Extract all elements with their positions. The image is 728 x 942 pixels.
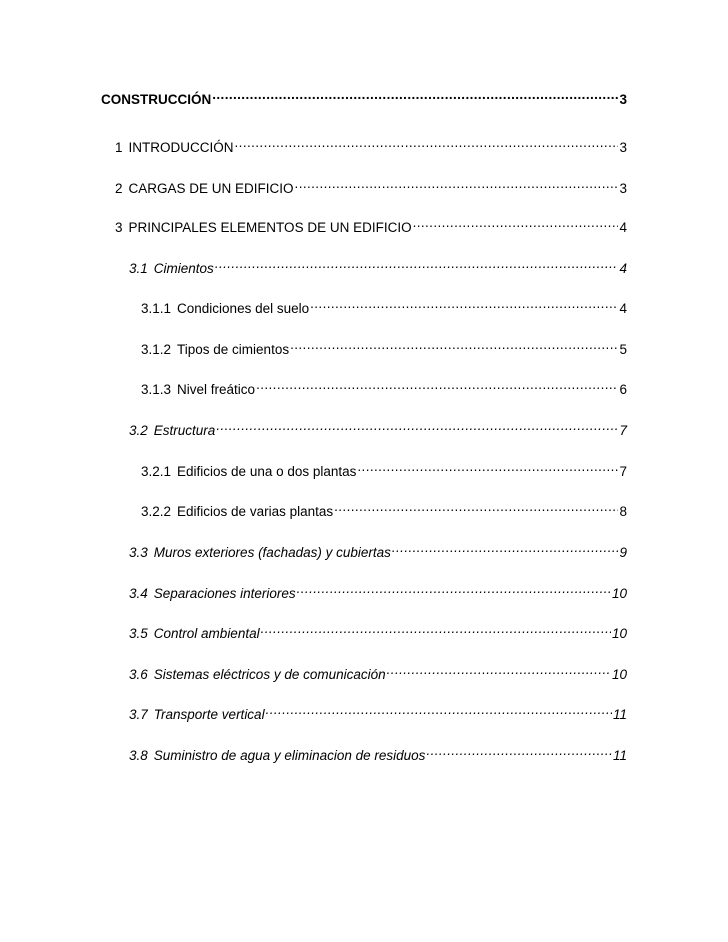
- toc-entry-title: Muros exteriores (fachadas) y cubiertas: [153, 545, 391, 560]
- toc-entry-title: Sistemas eléctricos y de comunicación: [153, 667, 386, 682]
- toc-entry-title: Tipos de cimientos: [177, 342, 290, 357]
- toc-entry-page: 4: [619, 301, 627, 316]
- toc-entry-number: 3.7: [129, 707, 148, 722]
- toc-leader: [392, 539, 619, 557]
- toc-entry-3-4[interactable]: [129, 580, 627, 603]
- toc-entry-3-1-1[interactable]: [141, 295, 627, 318]
- toc-leader: [290, 336, 618, 354]
- toc-leader: [357, 458, 618, 476]
- toc-leader: [310, 295, 618, 313]
- toc-entry-page: 7: [619, 423, 627, 438]
- toc-entry-3-2-1[interactable]: [141, 458, 627, 481]
- toc-entry-3-1[interactable]: [129, 255, 627, 278]
- toc-entry-3-6[interactable]: [129, 661, 627, 684]
- toc-entry-page: 5: [619, 342, 627, 357]
- toc-leader: [266, 701, 612, 719]
- toc-entry-title: Edificios de varias plantas: [177, 504, 334, 519]
- toc-entry-3-8[interactable]: [129, 742, 627, 765]
- toc-entry-page: 3: [619, 140, 627, 155]
- toc-entry-page: 11: [612, 707, 627, 722]
- toc-entry-title: CONSTRUCCIÓN: [101, 92, 212, 107]
- toc-entry-number: 3.1: [129, 261, 148, 276]
- toc-entry-3-2[interactable]: [129, 417, 627, 440]
- toc-entry-page: 11: [612, 748, 627, 763]
- toc-entry-number: 3: [115, 220, 123, 235]
- toc-entry-2[interactable]: [115, 175, 627, 198]
- toc-entry-page: 3: [619, 181, 627, 196]
- toc-leader: [387, 661, 611, 679]
- toc-entry-page: 3: [619, 92, 627, 107]
- toc-entry-title: Cimientos: [153, 261, 214, 276]
- toc-entry-title: Control ambiental: [153, 626, 260, 641]
- toc-entry-page: 10: [611, 586, 627, 601]
- toc-leader: [235, 134, 619, 152]
- toc-entry-title: Condiciones del suelo: [177, 301, 310, 316]
- toc-entry-number: 3.6: [129, 667, 148, 682]
- toc-entry-1[interactable]: [115, 134, 627, 157]
- toc-entry-number: 3.3: [129, 545, 148, 560]
- toc-entry-number: 3.2: [129, 423, 148, 438]
- toc-entry-number: 3.1.1: [141, 301, 172, 316]
- toc-entry-3[interactable]: [115, 214, 627, 237]
- toc-entry-page: 6: [619, 382, 627, 397]
- toc-entry-page: 4: [619, 261, 627, 276]
- toc-leader: [256, 376, 618, 394]
- toc-entry-construccion[interactable]: [101, 86, 627, 109]
- toc-leader: [216, 417, 618, 435]
- toc-entry-number: 3.8: [129, 748, 148, 763]
- toc-entry-number: 3.4: [129, 586, 148, 601]
- toc-entry-number: 3.1.2: [141, 342, 172, 357]
- toc-entry-page: 9: [619, 545, 627, 560]
- toc-entry-number: 3.1.3: [141, 382, 172, 397]
- toc-leader: [295, 175, 619, 193]
- toc-entry-number: 3.5: [129, 626, 148, 641]
- toc-entry-3-5[interactable]: [129, 620, 627, 643]
- toc-entry-title: PRINCIPALES ELEMENTOS DE UN EDIFICIO: [128, 220, 412, 235]
- toc-entry-title: Separaciones interiores: [153, 586, 296, 601]
- toc-entry-number: 3.2.1: [141, 464, 172, 479]
- toc-entry-number: 1: [115, 140, 123, 155]
- toc-entry-3-1-3[interactable]: [141, 376, 627, 399]
- toc-entry-title: Estructura: [153, 423, 216, 438]
- toc-entry-3-1-2[interactable]: [141, 336, 627, 359]
- toc-leader: [261, 620, 611, 638]
- toc-entry-page: 7: [619, 464, 627, 479]
- toc-entry-3-3[interactable]: [129, 539, 627, 562]
- toc-leader: [413, 214, 619, 232]
- toc-entry-title: INTRODUCCIÓN: [128, 140, 234, 155]
- toc-entry-3-7[interactable]: [129, 701, 627, 724]
- toc-leader: [212, 86, 618, 104]
- toc-entry-number: 3.2.2: [141, 504, 172, 519]
- toc-entry-page: 8: [619, 504, 627, 519]
- toc-leader: [297, 580, 611, 598]
- toc-leader: [215, 255, 619, 273]
- toc-entry-3-2-2[interactable]: [141, 498, 627, 521]
- toc-entry-title: CARGAS DE UN EDIFICIO: [128, 181, 294, 196]
- toc-entry-title: Nivel freático: [177, 382, 256, 397]
- toc-entry-page: 10: [611, 667, 627, 682]
- toc-entry-page: 10: [611, 626, 627, 641]
- toc-entry-title: Transporte vertical: [153, 707, 265, 722]
- toc-entry-page: 4: [619, 220, 627, 235]
- toc-entry-number: 2: [115, 181, 123, 196]
- toc-entry-title: Edificios de una o dos plantas: [177, 464, 357, 479]
- toc-leader: [426, 742, 612, 760]
- toc-entry-title: Suministro de agua y eliminacion de residuos: [153, 748, 426, 763]
- toc-leader: [334, 498, 618, 516]
